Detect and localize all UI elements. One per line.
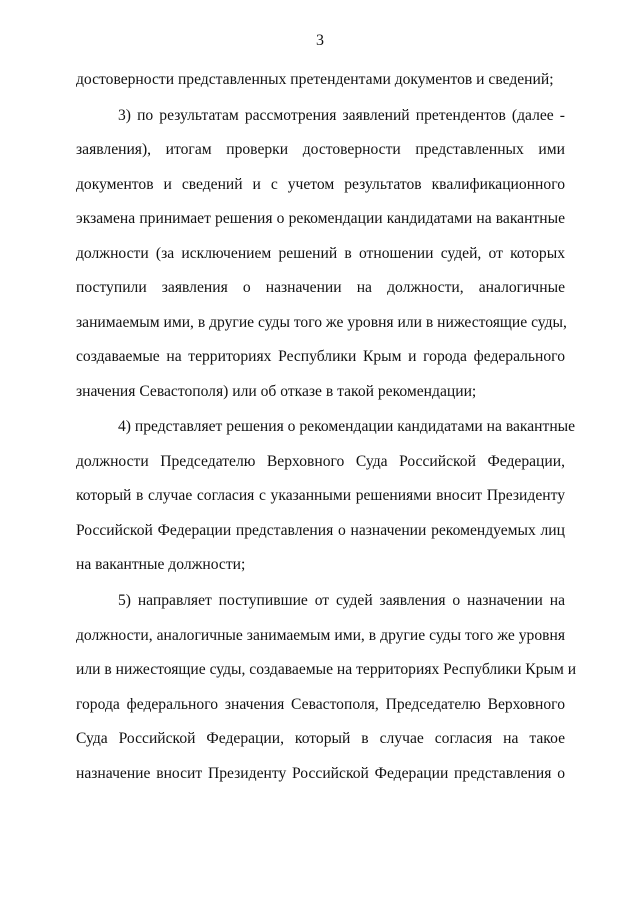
paragraph-4-line: 4) представляет решения о рекомендации кандидатами на вакантные bbox=[118, 418, 576, 435]
paragraph-5-line: должности, аналогичные занимаемым ими, в другие суды того же уровня bbox=[76, 627, 565, 644]
paragraph-3-line: создаваемые на территориях Республики Крым и города федерального bbox=[76, 348, 565, 365]
paragraph-4-line: должности Председателю Верховного Суда Российской Федерации, bbox=[76, 453, 565, 470]
paragraph-4-line: Российской Федерации представления о назначении рекомендуемых лиц bbox=[76, 522, 565, 539]
paragraph-5-line: назначение вносит Президенту Российской Федерации представления о bbox=[76, 765, 565, 782]
paragraph-5-line: Суда Российской Федерации, который в случае согласия на такое bbox=[76, 730, 565, 747]
paragraph-5-line: города федерального значения Севастополя, Председателю Верховного bbox=[76, 696, 565, 713]
paragraph-5-line: 5) направляет поступившие от судей заявления о назначении на bbox=[118, 592, 565, 609]
paragraph-4-line: который в случае согласия с указанными решениями вносит Президенту bbox=[76, 487, 565, 504]
paragraph-4-line: на вакантные должности; bbox=[76, 556, 246, 573]
paragraph-3-line: должности (за исключением решений в отношении судей, от которых bbox=[76, 245, 565, 262]
text-line: достоверности представленных претендентами документов и сведений; bbox=[76, 71, 554, 88]
paragraph-5-line: или в нижестоящие суды, создаваемые на территориях Республики Крым и bbox=[76, 661, 577, 678]
paragraph-3-line: заявления), итогам проверки достоверности представленных ими bbox=[76, 141, 565, 158]
paragraph-3-line: значения Севастополя) или об отказе в такой рекомендации; bbox=[76, 383, 477, 400]
paragraph-3-line: экзамена принимает решения о рекомендации кандидатами на вакантные bbox=[76, 210, 565, 227]
page-number: 3 bbox=[316, 32, 324, 49]
paragraph-3-line: занимаемым ими, в другие суды того же уровня или в нижестоящие суды, bbox=[76, 314, 567, 331]
paragraph-3-line: 3) по результатам рассмотрения заявлений претендентов (далее - bbox=[118, 107, 565, 124]
paragraph-3-line: документов и сведений и с учетом результатов квалификационного bbox=[76, 176, 565, 193]
paragraph-3-line: поступили заявления о назначении на должности, аналогичные bbox=[76, 279, 565, 296]
